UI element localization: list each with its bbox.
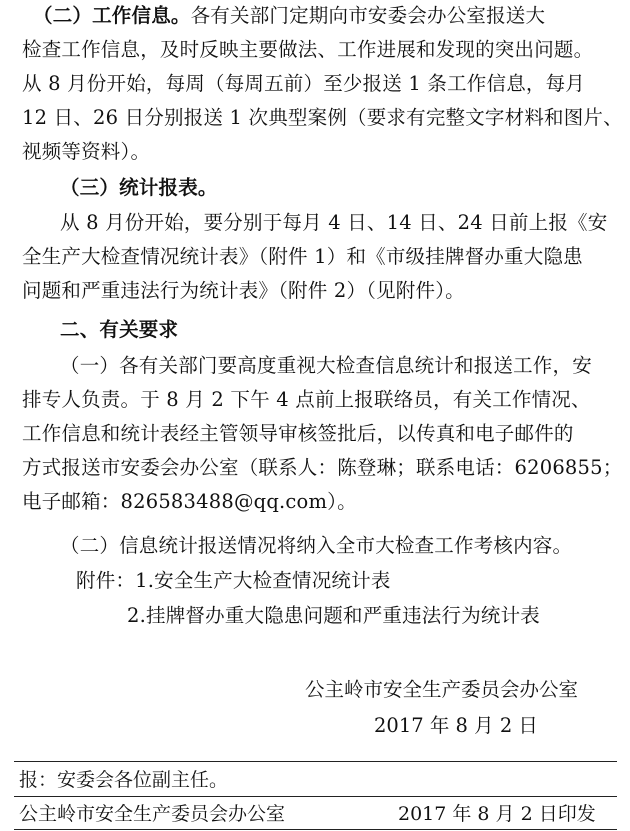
footer-report-to: 报：安委会各位副主任。 bbox=[19, 769, 229, 791]
requirements-item1-line3: 工作信息和统计表经主管领导审核签批后，以传真和电子邮件的 bbox=[22, 422, 574, 445]
section3-line1: 从 8 月份开始，要分别于每月 4 日、14 日、24 日前上报《安 bbox=[60, 211, 608, 234]
section2-line1 bbox=[33, 4, 545, 28]
section2-line1-text: 各有关部门定期向市安委会办公室报送大 bbox=[190, 4, 546, 27]
section3-line3: 问题和严重违法行为统计表》（附件 2）（见附件）。 bbox=[22, 279, 465, 302]
section2-line5: 视频等资料）。 bbox=[22, 140, 151, 163]
section3-heading: （三）统计报表。 bbox=[60, 176, 218, 199]
requirements-heading: 二、有关要求 bbox=[60, 318, 179, 341]
signature-date: 2017 年 8 月 2 日 bbox=[374, 714, 538, 737]
requirements-item1-line4: 方式报送市安委会办公室（联系人：陈登琳；联系电话：6206855； bbox=[22, 456, 623, 479]
footer-rule-bottom bbox=[14, 829, 617, 830]
attachment-item-2: 2.挂牌督办重大隐患问题和严重违法行为统计表 bbox=[127, 604, 541, 627]
footer-print-date: 2017 年 8 月 2 日印发 bbox=[398, 803, 596, 825]
attachment-item-1: 1.安全生产大检查情况统计表 bbox=[135, 569, 391, 592]
attachments-label: 附件： bbox=[76, 569, 136, 592]
requirements-item1-line2: 排专人负责。于 8 月 2 下午 4 点前上报联络员，有关工作情况、 bbox=[22, 388, 591, 411]
section2-heading: （二）工作信息。 bbox=[33, 4, 191, 27]
footer-issuer: 公主岭市安全生产委员会办公室 bbox=[19, 803, 286, 825]
section2-line4: 12 日、26 日分别报送 1 次典型案例（要求有完整文字材料和图片、 bbox=[22, 106, 623, 129]
section2-line2: 检查工作信息，及时反映主要做法、工作进展和发现的突出问题。 bbox=[22, 38, 594, 61]
signature-org: 公主岭市安全生产委员会办公室 bbox=[305, 678, 579, 701]
section2-line3: 从 8 月份开始，每周（每周五前）至少报送 1 条工作信息，每月 bbox=[22, 72, 586, 95]
requirements-item2: （二）信息统计报送情况将纳入全市大检查工作考核内容。 bbox=[60, 534, 573, 557]
attachments-line1 bbox=[76, 569, 391, 593]
section3-line2: 全生产大检查情况统计表》（附件 1）和《市级挂牌督办重大隐患 bbox=[22, 245, 583, 268]
footer-rule-middle bbox=[14, 796, 617, 797]
footer-rule-top bbox=[14, 761, 617, 762]
requirements-item1-line5: 电子邮箱：826583488@qq.com）。 bbox=[22, 490, 357, 513]
requirements-item1-line1: （一）各有关部门要高度重视大检查信息统计和报送工作，安 bbox=[60, 354, 592, 377]
